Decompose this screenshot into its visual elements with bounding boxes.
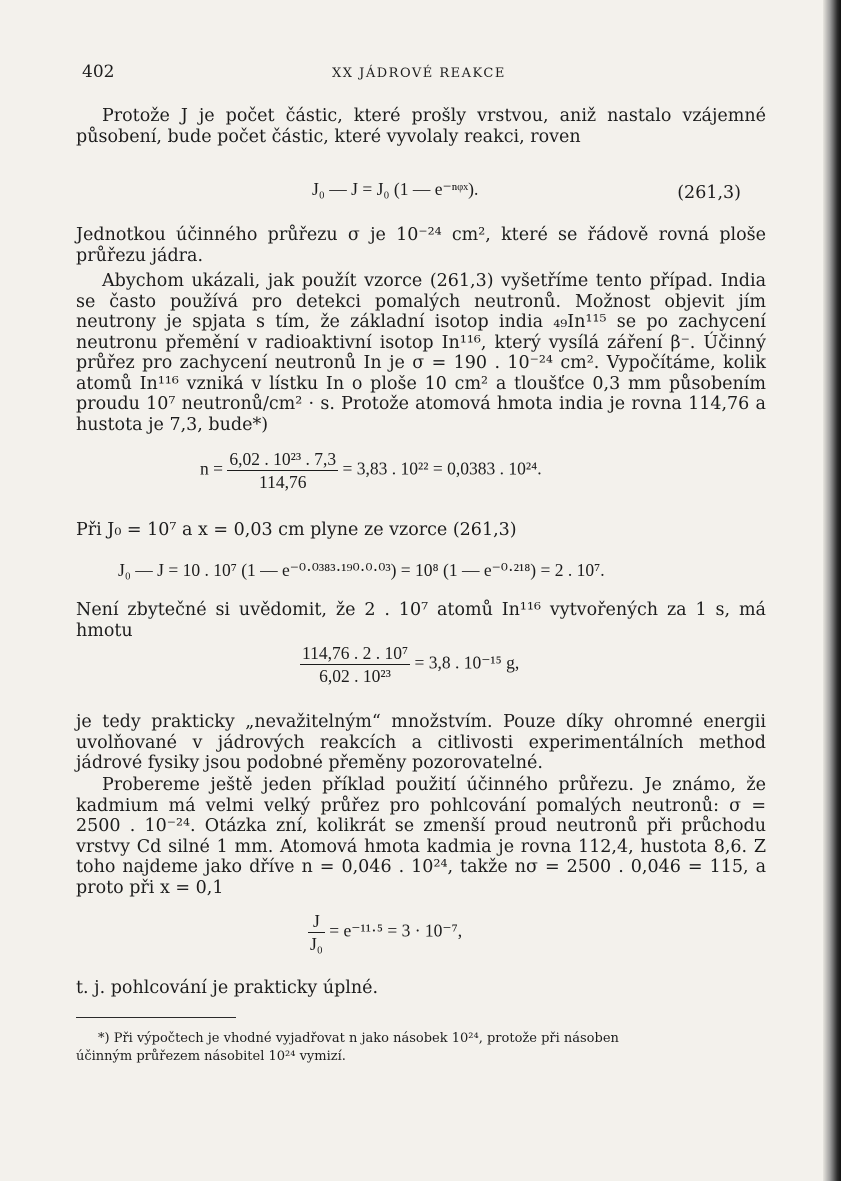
paragraph-8: t. j. pohlcování je prakticky úplné. xyxy=(76,978,379,998)
equation-mass-rhs: = 3,8 . 10⁻¹⁵ g, xyxy=(414,652,520,673)
equation-ratio-rhs: = e⁻¹¹·⁵ = 3 · 10⁻⁷, xyxy=(329,920,463,941)
paragraph-1: Protože J je počet částic, které prošly vrstvou, aniž nastalo vzájemné působení, bude počet částic, které vyvolaly reakci, roven xyxy=(76,106,766,147)
equation-n-fraction xyxy=(227,448,338,493)
equation-n xyxy=(200,448,542,493)
equation-number: (261,3) xyxy=(677,183,741,203)
paragraph-5: Není zbytečné si uvědomit, že 2 . 10⁷ atomů In¹¹⁶ vytvořených za 1 s, má hmotu xyxy=(76,600,766,641)
paragraph-4: Při J₀ = 10⁷ a x = 0,03 cm plyne ze vzorce (261,3) xyxy=(76,520,517,540)
equation-261-3: J₀ — J = J₀ (1 — e⁻ⁿᵠˣ). xyxy=(312,179,479,199)
equation-ratio-denominator: J₀ xyxy=(310,934,323,954)
footnote-divider xyxy=(76,1017,236,1018)
footnote xyxy=(76,1030,766,1066)
footnote-line-2: účinným průřezem násobitel 10²⁴ vymizí. xyxy=(76,1049,346,1064)
equation-j0-minus-j: J₀ — J = 10 . 10⁷ (1 — e⁻⁰·⁰³⁸³·¹⁹⁰·⁰·⁰³) = 10⁸ (1 — e⁻⁰·²¹⁸) = 2 . 10⁷. xyxy=(118,560,605,580)
page-number: 402 xyxy=(82,62,115,82)
equation-mass-numerator: 114,76 . 2 . 10⁷ xyxy=(302,643,409,663)
equation-n-lhs: n = xyxy=(200,458,223,479)
equation-n-denominator: 114,76 xyxy=(259,472,307,492)
equation-ratio-numerator: J xyxy=(308,910,325,933)
paragraph-6: je tedy prakticky „nevažitelným“ množstvím. Pouze díky ohromné energii uvolňované v jádrových reakcích a citlivosti experimentálních method jádrové fysiky jsou podobné přeměny pozorovatelné. xyxy=(76,712,766,773)
equation-n-numerator: 6,02 . 10²³ . 7,3 xyxy=(229,449,337,469)
book-spine-shadow xyxy=(823,0,841,1181)
equation-n-rhs: = 3,83 . 10²² = 0,0383 . 10²⁴. xyxy=(342,458,542,479)
equation-mass xyxy=(300,642,519,687)
paragraph-3: Abychom ukázali, jak použít vzorce (261,3) vyšetříme tento případ. India se často používá pro detekci pomalých neutronů. Možnost objevit jím neutrony je spjata s tím, že základní isotop india ₄₉In¹¹⁵ se po zachycení neutronu přemění v radioaktivní isotop In¹¹⁶, který vysílá záření β⁻. Účinný průřez pro zachycení neutronů In je σ = 190 . 10⁻²⁴ cm². Vypočítáme, kolik atomů In¹¹⁶ vzniká v lístku In o ploše 10 cm² a tloušťce 0,3 mm působením proudu 10⁷ neutronů/cm² · s. Protože atomová hmota india je rovna 114,76 a hustota je 7,3, bude*) xyxy=(76,271,766,435)
running-head: XX JÁDROVÉ REAKCE xyxy=(332,66,506,81)
equation-ratio-fraction xyxy=(308,910,325,955)
equation-ratio xyxy=(308,910,462,955)
paragraph-7: Probereme ještě jeden příklad použití účinného průřezu. Je známo, že kadmium má velmi velký průřez pro pohlcování pomalých neutronů: σ = 2500 . 10⁻²⁴. Otázka zní, kolikrát se zmenší proud neutronů při průchodu vrstvy Cd silné 1 mm. Atomová hmota kadmia je rovna 112,4, hustota 8,6. Z toho najdeme jako dříve n = 0,046 . 10²⁴, takže nσ = 2500 . 0,046 = 115, a proto při x = 0,1 xyxy=(76,775,766,898)
equation-mass-denominator: 6,02 . 10²³ xyxy=(319,666,391,686)
footnote-line-1: *) Při výpočtech je vhodné vyjadřovat n jako násobek 10²⁴, protože při násoben xyxy=(98,1031,619,1046)
paragraph-2: Jednotkou účinného průřezu σ je 10⁻²⁴ cm², které se řádově rovná ploše průřezu jádra. xyxy=(76,225,766,266)
equation-mass-fraction xyxy=(300,642,410,687)
